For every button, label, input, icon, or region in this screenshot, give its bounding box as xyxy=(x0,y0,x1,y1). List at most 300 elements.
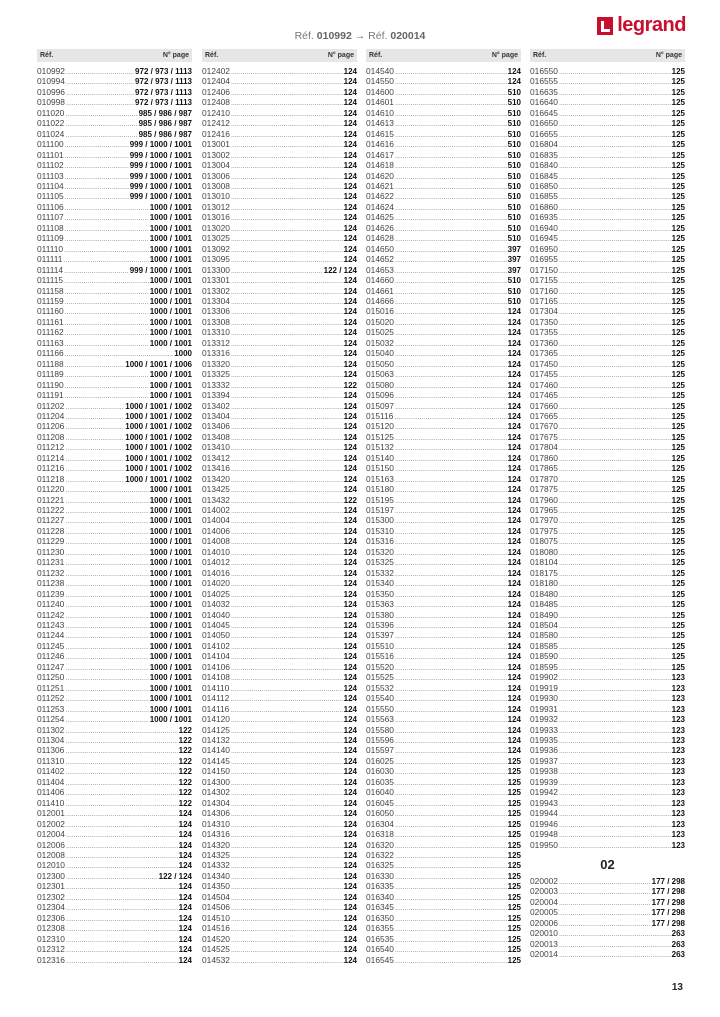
page-reference: 125 xyxy=(507,903,521,913)
reference-number: 015116 xyxy=(366,410,394,421)
index-row xyxy=(530,223,685,233)
dot-leader xyxy=(66,78,134,88)
reference-number: 016940 xyxy=(530,222,558,233)
reference-number: 015363 xyxy=(366,599,394,610)
reference-number: 017675 xyxy=(530,431,558,442)
index-row xyxy=(37,474,192,484)
index-row xyxy=(366,453,521,463)
index-row xyxy=(37,97,192,107)
index-row xyxy=(37,484,192,494)
index-row xyxy=(202,212,357,222)
dot-leader xyxy=(65,643,148,653)
page-reference: 124 xyxy=(507,516,521,526)
index-row xyxy=(366,923,521,933)
reference-number: 012306 xyxy=(37,912,65,923)
index-row xyxy=(37,892,192,902)
dot-leader xyxy=(559,800,671,810)
reference-number: 010998 xyxy=(37,97,65,108)
dot-leader xyxy=(231,444,343,454)
dot-leader xyxy=(66,946,178,956)
reference-number: 015195 xyxy=(366,494,394,505)
page-reference: 123 xyxy=(671,767,685,777)
index-column-1 xyxy=(37,49,192,965)
reference-number: 011251 xyxy=(37,682,65,693)
dot-leader xyxy=(559,413,671,423)
page-reference: 124 xyxy=(507,307,521,317)
index-row xyxy=(530,191,685,201)
reference-number: 019942 xyxy=(530,787,558,798)
reference-number: 015132 xyxy=(366,442,394,453)
index-row xyxy=(37,651,192,661)
dot-leader xyxy=(395,727,507,737)
dot-leader xyxy=(394,413,506,423)
reference-number: 012300 xyxy=(37,870,65,881)
page-reference: 125 xyxy=(507,945,521,955)
index-row xyxy=(202,735,357,745)
index-row xyxy=(530,442,685,452)
page-reference: 123 xyxy=(671,819,685,829)
page-reference: 124 xyxy=(507,411,521,421)
page-reference: 125 xyxy=(671,349,685,359)
page-reference: 124 xyxy=(507,370,521,380)
dot-leader xyxy=(231,423,343,433)
dot-leader xyxy=(65,329,149,339)
index-row xyxy=(202,651,357,661)
index-row xyxy=(366,421,521,431)
dot-leader xyxy=(559,78,671,88)
dot-leader xyxy=(231,580,343,590)
reference-number: 011191 xyxy=(37,390,64,401)
index-row xyxy=(366,411,521,421)
page-reference: 124 xyxy=(507,662,521,672)
dot-leader xyxy=(231,89,343,99)
index-row xyxy=(366,704,521,714)
index-row xyxy=(202,338,357,348)
dot-leader xyxy=(559,455,671,465)
reference-number: 018504 xyxy=(530,620,558,631)
dot-leader xyxy=(65,340,149,350)
page-reference: 263 xyxy=(671,950,685,960)
index-row xyxy=(37,181,192,191)
ref-header-label: Réf. xyxy=(369,52,383,59)
reference-number: 014628 xyxy=(366,233,394,244)
index-row xyxy=(530,338,685,348)
dot-leader xyxy=(395,612,507,622)
dot-leader xyxy=(559,507,671,517)
page-reference: 124 xyxy=(343,861,357,871)
dot-leader xyxy=(65,800,177,810)
reference-number: 018595 xyxy=(530,661,558,672)
page-reference: 124 xyxy=(507,600,521,610)
dot-leader xyxy=(559,591,671,601)
index-row xyxy=(530,484,685,494)
index-row xyxy=(202,359,357,369)
dot-leader xyxy=(395,371,507,381)
reference-number: 014302 xyxy=(202,787,230,798)
dot-leader xyxy=(65,538,148,548)
dot-leader xyxy=(231,455,343,465)
reference-number: 011252 xyxy=(37,693,65,704)
reference-number: 015163 xyxy=(366,473,394,484)
index-column-3 xyxy=(366,49,521,965)
reference-number: 014525 xyxy=(202,944,230,955)
reference-number: 013302 xyxy=(202,285,230,296)
index-row xyxy=(366,150,521,160)
dot-leader xyxy=(65,727,177,737)
page-reference: 123 xyxy=(671,798,685,808)
dot-leader xyxy=(559,225,671,235)
dot-leader xyxy=(231,403,343,413)
reference-number: 019950 xyxy=(530,839,558,850)
index-row xyxy=(202,547,357,557)
page-reference: 124 xyxy=(507,547,521,557)
reference-number: 013402 xyxy=(202,400,230,411)
reference-number: 016355 xyxy=(366,923,394,934)
dot-leader xyxy=(559,465,671,475)
page-reference: 1000 / 1001 xyxy=(149,495,192,505)
reference-number: 014306 xyxy=(202,808,230,819)
index-row xyxy=(37,641,192,651)
dot-leader xyxy=(559,528,671,538)
index-row xyxy=(530,526,685,536)
index-row xyxy=(202,798,357,808)
index-row xyxy=(202,223,357,233)
dot-leader xyxy=(559,695,671,705)
page-reference: 124 xyxy=(507,317,521,327)
index-row xyxy=(530,949,685,959)
reference-number: 016304 xyxy=(366,818,394,829)
index-row xyxy=(37,934,192,944)
reference-number: 018075 xyxy=(530,536,558,547)
page-reference: 122 xyxy=(178,788,192,798)
index-row xyxy=(530,683,685,693)
dot-leader xyxy=(231,465,343,475)
dot-leader xyxy=(395,340,507,350)
dot-leader xyxy=(231,842,343,852)
index-row xyxy=(37,683,192,693)
dot-leader xyxy=(65,288,149,298)
index-row xyxy=(202,630,357,640)
dot-leader xyxy=(231,204,343,214)
dot-leader xyxy=(395,277,507,287)
page-reference: 125 xyxy=(671,202,685,212)
reference-number: 014050 xyxy=(202,630,230,641)
reference-number: 014132 xyxy=(202,735,230,745)
index-row xyxy=(366,578,521,588)
index-row xyxy=(530,662,685,672)
index-row xyxy=(202,704,357,714)
reference-number: 019944 xyxy=(530,808,558,819)
page-reference: 510 xyxy=(507,87,521,97)
page-reference: 124 xyxy=(343,756,357,766)
reference-number: 011162 xyxy=(37,327,64,338)
index-row xyxy=(530,380,685,390)
index-row xyxy=(37,610,192,620)
index-row xyxy=(366,568,521,578)
dot-leader xyxy=(231,497,343,507)
dot-leader xyxy=(231,298,343,308)
index-row xyxy=(366,87,521,97)
index-row xyxy=(37,286,192,296)
page-reference: 123 xyxy=(671,756,685,766)
index-row xyxy=(37,693,192,703)
page-reference: 124 xyxy=(343,694,357,704)
dot-leader xyxy=(559,110,671,120)
page-reference: 124 xyxy=(178,861,192,871)
range-prefix: Réf. xyxy=(294,30,314,42)
page-reference: 1000 / 1001 / 1002 xyxy=(125,453,192,463)
page-reference: 124 xyxy=(343,349,357,359)
page-reference: 124 xyxy=(507,495,521,505)
page-reference: 125 xyxy=(671,610,685,620)
reference-number: 016535 xyxy=(366,933,394,944)
dot-leader xyxy=(395,737,507,747)
dot-leader xyxy=(395,632,507,642)
reference-number: 015380 xyxy=(366,609,394,620)
dot-leader xyxy=(395,915,507,925)
index-row xyxy=(202,850,357,860)
dot-leader xyxy=(231,737,343,747)
page-reference: 124 xyxy=(343,443,357,453)
dot-leader xyxy=(559,674,671,684)
page-reference: 124 xyxy=(507,506,521,516)
reference-number: 012010 xyxy=(37,860,65,871)
reference-number: 015063 xyxy=(366,369,394,380)
index-row xyxy=(366,401,521,411)
dot-leader xyxy=(231,821,343,831)
page-reference: 125 xyxy=(671,641,685,651)
page-reference: 1000 / 1001 xyxy=(149,391,192,401)
dot-leader xyxy=(66,925,178,935)
dot-leader xyxy=(65,403,124,413)
index-row xyxy=(530,97,685,107)
dot-leader xyxy=(66,99,134,109)
page-reference: 124 xyxy=(178,955,192,965)
dot-leader xyxy=(395,444,507,454)
page-reference: 1000 / 1001 xyxy=(149,704,192,714)
reference-number: 015016 xyxy=(366,306,394,317)
page-reference: 125 xyxy=(671,506,685,516)
page-reference: 510 xyxy=(507,286,521,296)
page-reference: 510 xyxy=(507,276,521,286)
dot-leader xyxy=(559,909,651,919)
dot-leader xyxy=(231,382,343,392)
reference-number: 017360 xyxy=(530,337,558,348)
index-row xyxy=(202,233,357,243)
page-reference: 125 xyxy=(671,411,685,421)
reference-number: 012006 xyxy=(37,839,65,850)
index-row xyxy=(202,275,357,285)
dot-leader xyxy=(231,779,343,789)
index-row xyxy=(530,610,685,620)
index-row xyxy=(202,160,357,170)
index-row xyxy=(202,641,357,651)
page-reference: 125 xyxy=(671,443,685,453)
index-row xyxy=(202,620,357,630)
reference-number: 010994 xyxy=(37,76,65,87)
dot-leader xyxy=(65,152,129,162)
index-row xyxy=(366,662,521,672)
index-row xyxy=(530,578,685,588)
reference-number: 013025 xyxy=(202,233,230,244)
index-row xyxy=(37,955,192,965)
dot-leader xyxy=(559,298,671,308)
index-row xyxy=(366,610,521,620)
dot-leader xyxy=(395,162,507,172)
dot-leader xyxy=(231,936,343,946)
page-reference: 124 xyxy=(343,945,357,955)
dot-leader xyxy=(395,653,507,663)
dot-leader xyxy=(65,517,148,527)
page-reference: 124 xyxy=(343,485,357,495)
index-row xyxy=(366,902,521,912)
dot-leader xyxy=(65,434,124,444)
page-reference: 125 xyxy=(671,600,685,610)
page-header-label: N° page xyxy=(327,52,354,59)
page-reference: 124 xyxy=(343,223,357,233)
index-row xyxy=(366,871,521,881)
index-row xyxy=(37,76,192,86)
page-reference: 124 xyxy=(507,652,521,662)
reference-number: 014310 xyxy=(202,818,230,829)
page-reference: 1000 / 1001 xyxy=(149,694,192,704)
reference-number: 014110 xyxy=(202,682,230,693)
reference-number: 015025 xyxy=(366,327,394,338)
dot-leader xyxy=(395,873,507,883)
index-row xyxy=(202,118,357,128)
index-row xyxy=(37,547,192,557)
dot-leader xyxy=(231,789,343,799)
reference-number: 015397 xyxy=(366,630,394,641)
reference-number: 013300 xyxy=(202,264,230,275)
page-reference: 124 xyxy=(507,359,521,369)
index-row xyxy=(37,714,192,724)
page-reference: 124 xyxy=(343,150,357,160)
reference-number: 016950 xyxy=(530,243,558,254)
reference-number: 015050 xyxy=(366,358,394,369)
page-reference: 124 xyxy=(343,171,357,181)
dot-leader xyxy=(231,288,343,298)
page-reference: 124 xyxy=(343,809,357,819)
page-reference: 122 xyxy=(343,380,357,390)
reference-number: 014540 xyxy=(366,66,394,76)
reference-number: 016555 xyxy=(530,76,558,87)
page-reference: 125 xyxy=(671,286,685,296)
page-reference: 123 xyxy=(671,673,685,683)
reference-number: 014145 xyxy=(202,755,230,766)
reference-number: 012301 xyxy=(37,881,65,892)
page-reference: 124 xyxy=(343,286,357,296)
index-row xyxy=(37,860,192,870)
reference-number: 013416 xyxy=(202,463,230,474)
index-row xyxy=(202,923,357,933)
reference-number: 013304 xyxy=(202,295,230,306)
index-row xyxy=(366,620,521,630)
index-row xyxy=(530,286,685,296)
page-reference: 122 xyxy=(178,725,192,735)
page-reference: 124 xyxy=(343,77,357,87)
dot-leader xyxy=(395,110,507,120)
page-reference: 124 xyxy=(507,537,521,547)
index-row xyxy=(37,118,192,128)
index-row xyxy=(530,202,685,212)
dot-leader xyxy=(231,371,343,381)
reference-number: 012402 xyxy=(202,66,230,76)
index-row xyxy=(37,442,192,452)
dot-leader xyxy=(231,99,343,109)
index-row xyxy=(37,515,192,525)
reference-number: 011222 xyxy=(37,505,65,516)
reference-number: 011115 xyxy=(37,275,64,286)
reference-number: 011208 xyxy=(37,431,65,442)
dot-leader xyxy=(559,120,671,130)
reference-number: 011247 xyxy=(37,661,65,672)
reference-number: 013310 xyxy=(202,327,230,338)
dot-leader xyxy=(65,141,129,151)
reference-number: 016322 xyxy=(366,849,394,860)
reference-number: 011244 xyxy=(37,630,65,641)
index-row xyxy=(366,76,521,86)
page-reference: 124 xyxy=(343,547,357,557)
page-reference: 510 xyxy=(507,223,521,233)
index-row xyxy=(202,495,357,505)
dot-leader xyxy=(231,225,343,235)
dot-leader xyxy=(231,643,343,653)
dot-leader xyxy=(395,768,507,778)
dot-leader xyxy=(559,89,671,99)
index-row xyxy=(366,212,521,222)
reference-number: 014016 xyxy=(202,567,230,578)
page-reference: 1000 / 1001 xyxy=(149,307,192,317)
index-row xyxy=(202,819,357,829)
index-row xyxy=(37,254,192,264)
reference-number: 016350 xyxy=(366,912,394,923)
dot-leader xyxy=(65,476,124,486)
reference-number: 014660 xyxy=(366,275,394,286)
index-row xyxy=(530,474,685,484)
page-reference: 1000 / 1001 xyxy=(149,338,192,348)
page-reference: 124 xyxy=(343,725,357,735)
index-row xyxy=(366,97,521,107)
dot-leader xyxy=(231,549,343,559)
dot-leader xyxy=(395,193,507,203)
dot-leader xyxy=(231,831,343,841)
index-row xyxy=(202,756,357,766)
page-reference: 125 xyxy=(671,328,685,338)
index-row xyxy=(366,223,521,233)
page-reference: 1000 / 1001 xyxy=(149,380,192,390)
index-row xyxy=(37,620,192,630)
page-reference: 972 / 973 / 1113 xyxy=(135,98,192,108)
index-row xyxy=(366,327,521,337)
dot-leader xyxy=(559,288,671,298)
dot-leader xyxy=(65,507,148,517)
index-row xyxy=(37,306,192,316)
index-row xyxy=(202,808,357,818)
dot-leader xyxy=(65,423,124,433)
index-row xyxy=(202,860,357,870)
dot-leader xyxy=(395,957,507,967)
page-reference: 125 xyxy=(507,955,521,965)
reference-number: 011227 xyxy=(37,515,65,526)
dot-leader xyxy=(559,277,671,287)
dot-leader xyxy=(559,664,671,674)
reference-number: 016050 xyxy=(366,808,394,819)
reference-number: 013420 xyxy=(202,473,230,484)
dot-leader xyxy=(395,68,507,78)
dot-leader xyxy=(65,695,148,705)
index-row xyxy=(202,568,357,578)
